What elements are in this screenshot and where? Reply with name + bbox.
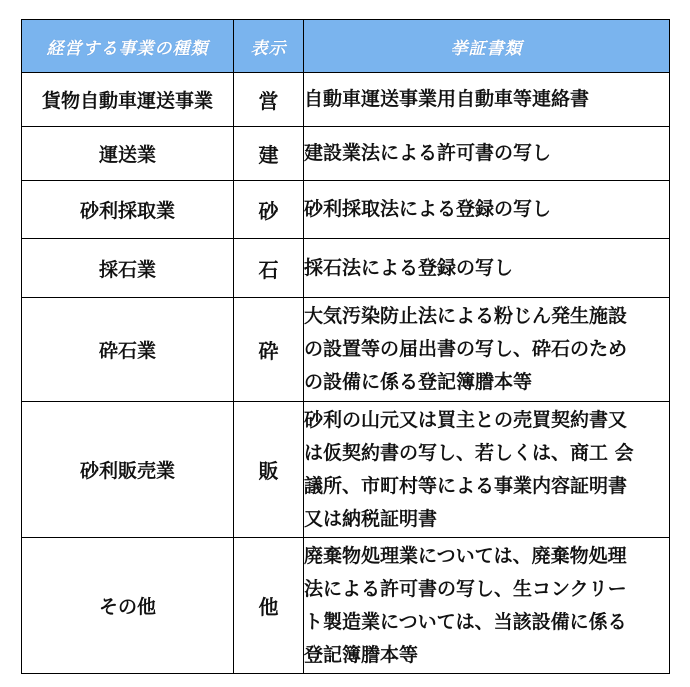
- cell-document: [304, 239, 670, 298]
- document-line: ト製造業については、当該設備に係る: [304, 610, 627, 633]
- document-line: 議所、市町村等による事業内容証明書: [304, 474, 628, 497]
- cell-business-type: 砂利採取業: [22, 181, 234, 239]
- document-line: 砂利採取法による登録の写し: [304, 198, 552, 220]
- cell-document: [304, 127, 670, 181]
- cell-business-type: 貨物自動車運送事業: [22, 73, 234, 127]
- header-document: 挙証書類: [304, 20, 670, 73]
- header-row: [22, 20, 670, 73]
- cell-business-type: 運送業: [22, 127, 234, 181]
- document-line: 自動車運送事業用自動車等連絡書: [304, 88, 590, 110]
- document-line: 採石法による登録の写し: [304, 256, 514, 279]
- document-line: 法による許可書の写し、生コンクリー: [304, 577, 627, 600]
- cell-business-type: 砂利販売業: [22, 402, 234, 538]
- cell-mark: 石: [234, 239, 304, 298]
- header-mark: 表示: [234, 20, 304, 73]
- cell-mark: 建: [234, 127, 304, 181]
- cell-business-type: その他: [22, 538, 234, 674]
- table-row: [22, 181, 670, 239]
- cell-mark: 他: [234, 538, 304, 674]
- cell-business-type: 砕石業: [22, 298, 234, 402]
- document-line: は仮契約書の写し、若しくは、商工 会: [304, 441, 634, 464]
- cell-document: [304, 402, 670, 538]
- document-line: の設置等の届出書の写し、砕石のため: [304, 338, 628, 360]
- cell-mark: 砕: [234, 298, 304, 402]
- table-row: [22, 538, 670, 674]
- table-row: [22, 127, 670, 181]
- document-line: の設備に係る登記簿謄本等: [304, 371, 533, 393]
- cell-document: [304, 181, 670, 239]
- cell-mark: 販: [234, 402, 304, 538]
- cell-document: [304, 73, 670, 127]
- evidence-document-table: [21, 19, 670, 674]
- table-row: [22, 239, 670, 298]
- table-row: [22, 402, 670, 538]
- cell-document: [304, 538, 670, 674]
- cell-business-type: 採石業: [22, 239, 234, 298]
- cell-document: [304, 298, 670, 402]
- document-line: 又は納税証明書: [304, 507, 438, 530]
- document-line: 大気汚染防止法による粉じん発生施設: [304, 305, 628, 327]
- document-line: 登記簿謄本等: [304, 643, 419, 666]
- table-row: [22, 73, 670, 127]
- cell-mark: 砂: [234, 181, 304, 239]
- cell-mark: 営: [234, 73, 304, 127]
- table-row: [22, 298, 670, 402]
- document-line: 建設業法による許可書の写し: [304, 142, 552, 164]
- document-line: 廃棄物処理業については、廃棄物処理: [304, 544, 627, 567]
- header-business-type: 経営する事業の種類: [22, 20, 234, 73]
- document-line: 砂利の山元又は買主との売買契約書又: [304, 408, 628, 431]
